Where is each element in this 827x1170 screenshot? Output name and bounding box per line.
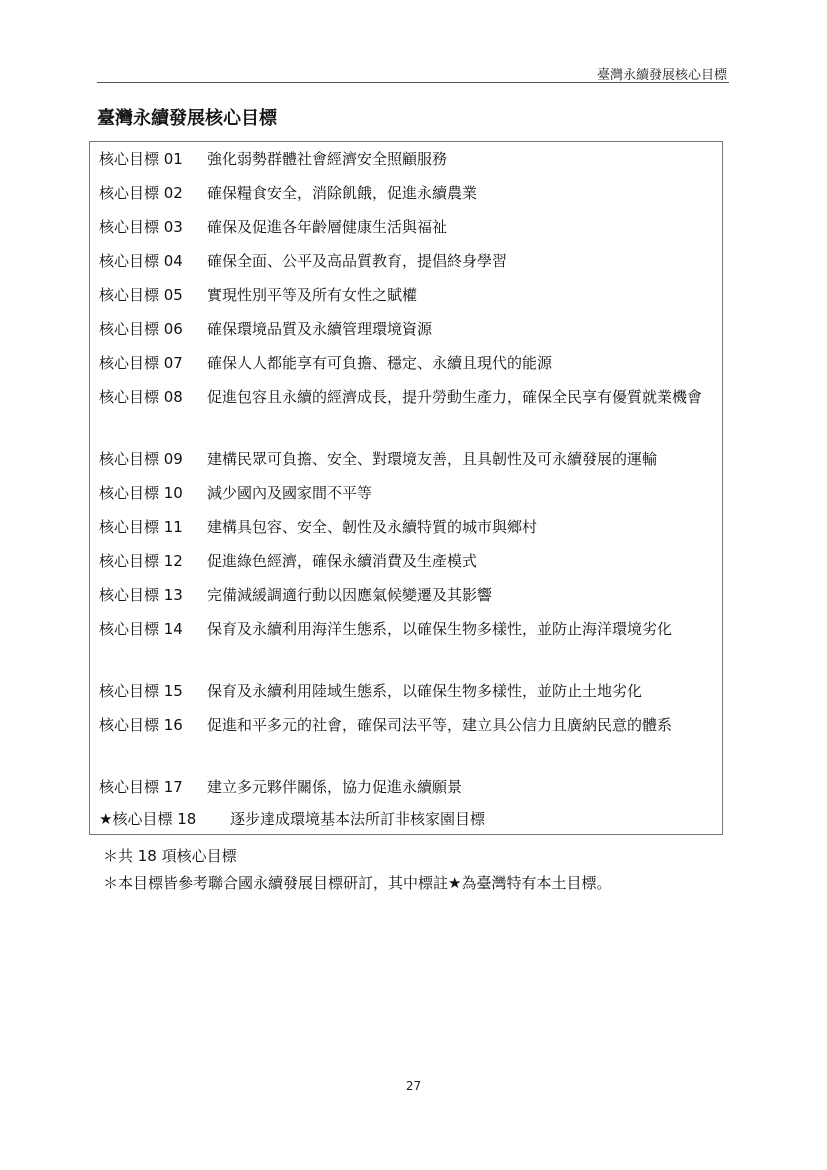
goal-text: 確保及促進各年齡層健康生活與福祉	[207, 218, 448, 236]
goal-label: 核心目標 05	[99, 286, 183, 304]
goal-text: 促進包容且永續的經濟成長，提升勞動生產力，確保全民享有優質就業機會	[207, 388, 703, 406]
goal-label: ★核心目標 18	[99, 810, 197, 828]
goal-text: 建構民眾可負擔、安全、對環境友善，且具韌性及可永續發展的運輸	[207, 450, 658, 468]
goal-label: 核心目標 12	[99, 552, 183, 570]
goal-label: 核心目標 08	[99, 388, 183, 406]
goal-label: 核心目標 13	[99, 586, 183, 604]
goal-text: 確保環境品質及永續管理環境資源	[207, 320, 433, 338]
goal-label: 核心目標 16	[99, 716, 183, 734]
page-number: 27	[405, 1079, 422, 1093]
goal-text: 促進綠色經濟，確保永續消費及生產模式	[207, 552, 478, 570]
goal-text: 逐步達成環境基本法所訂非核家園目標	[230, 810, 486, 828]
goals-table	[89, 141, 723, 835]
goal-text: 保育及永續利用海洋生態系，以確保生物多樣性，並防止海洋環境劣化	[207, 620, 673, 638]
goal-label: 核心目標 09	[99, 450, 183, 468]
goal-text: 確保全面、公平及高品質教育，提倡終身學習	[207, 252, 508, 270]
goal-text: 確保人人都能享有可負擔、穩定、永續且現代的能源	[207, 354, 553, 372]
goal-text: 建構具包容、安全、韌性及永續特質的城市與鄉村	[207, 518, 538, 536]
goal-text: 確保糧食安全，消除飢餓，促進永續農業	[207, 184, 478, 202]
goal-label: 核心目標 07	[99, 354, 183, 372]
goal-label: 核心目標 17	[99, 778, 183, 796]
goal-label: 核心目標 14	[99, 620, 183, 638]
goal-label: 核心目標 03	[99, 218, 183, 236]
header-divider	[97, 82, 729, 83]
goal-label: 核心目標 11	[99, 518, 183, 536]
goal-label: 核心目標 02	[99, 184, 183, 202]
goal-label: 核心目標 06	[99, 320, 183, 338]
goal-label: 核心目標 04	[99, 252, 183, 270]
page-title: 臺灣永續發展核心目標	[97, 108, 277, 129]
goal-text: 保育及永續利用陸域生態系，以確保生物多樣性，並防止土地劣化	[207, 682, 643, 700]
goal-label: 核心目標 15	[99, 682, 183, 700]
goal-text: 完備減緩調適行動以因應氣候變遷及其影響	[207, 586, 493, 604]
goal-text: 減少國內及國家間不平等	[207, 484, 373, 502]
note-total-goals: ＊共 18 項核心目標	[103, 847, 237, 865]
goal-text: 促進和平多元的社會，確保司法平等，建立具公信力且廣納民意的體系	[207, 716, 673, 734]
goal-label: 核心目標 01	[99, 150, 183, 168]
goal-text: 實現性別平等及所有女性之賦權	[207, 286, 418, 304]
goal-text: 強化弱勢群體社會經濟安全照顧服務	[207, 150, 448, 168]
note-reference: ＊本目標皆參考聯合國永續發展目標研訂，其中標註★為臺灣特有本土目標。	[103, 874, 612, 892]
goal-label: 核心目標 10	[99, 484, 183, 502]
running-header: 臺灣永續發展核心目標	[596, 68, 727, 83]
goal-text: 建立多元夥伴關係，協力促進永續願景	[207, 778, 463, 796]
